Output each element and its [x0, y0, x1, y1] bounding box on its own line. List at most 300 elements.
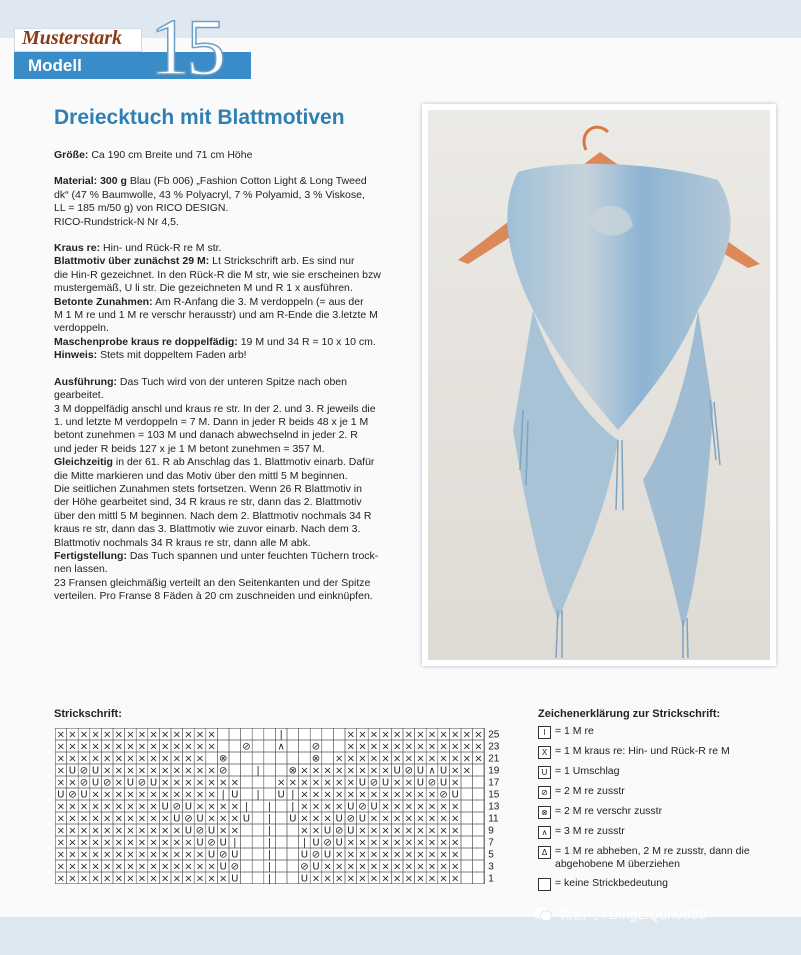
chart-symbol: × [439, 873, 448, 884]
legend-item [538, 725, 778, 739]
chart-symbol: × [172, 777, 181, 789]
chart-symbol: × [184, 861, 193, 873]
chart-symbol: × [56, 753, 65, 765]
chart-symbol: U [312, 837, 320, 849]
chart-symbol: × [427, 837, 437, 849]
chart-symbol: × [207, 741, 216, 753]
chart-symbol: × [149, 849, 158, 861]
chart-symbol: ⊘ [137, 777, 147, 789]
chart-symbol: × [126, 729, 135, 741]
maschenprobe-paragraph [54, 336, 419, 349]
chart-symbol: × [393, 825, 402, 837]
chart-symbol: × [68, 813, 77, 825]
chart-symbol: × [56, 825, 65, 837]
chart-symbol: × [184, 789, 193, 801]
chart-symbol: × [393, 849, 402, 861]
gleichzeitig-line: kraus re str, dann das 3. Blattmotiv wie zuvor einarb. Nach dem 3. [54, 523, 361, 536]
chart-symbol: × [277, 777, 286, 789]
chart-symbol: × [172, 741, 181, 753]
chart-symbol: × [451, 837, 460, 849]
chart-symbol: × [126, 741, 135, 753]
chart-symbol: × [381, 741, 390, 753]
chart-symbol: × [346, 837, 355, 849]
chart-symbol: × [416, 861, 425, 873]
chart-symbol: × [369, 849, 379, 861]
chart-symbol: × [195, 753, 205, 765]
chart-symbol: | [267, 849, 272, 861]
chart-symbol: × [126, 861, 135, 873]
chart-symbol: × [79, 849, 89, 861]
chart-symbol: × [416, 813, 425, 825]
kraus-label: Kraus re: [54, 242, 101, 255]
chart-symbol: U [381, 777, 390, 789]
symbol-knit-icon: I [538, 726, 551, 739]
chart-symbol: U [161, 801, 169, 813]
chart-symbol: × [462, 741, 471, 753]
chart-symbol: | [221, 789, 225, 801]
chart-symbol: × [184, 873, 193, 884]
blattmotiv-line: die Hin-R gezeichnet. In den Rück-R die M str, wie sie erscheinen bzw [54, 268, 381, 281]
chart-symbol: × [149, 765, 158, 777]
chart-symbol: × [393, 837, 402, 849]
chart-symbol: × [172, 861, 181, 873]
chart-symbol: × [300, 777, 309, 789]
chart-symbol: × [149, 753, 158, 765]
chart-symbol: U [184, 801, 193, 813]
chart-symbol: × [358, 729, 367, 741]
chart-symbol: U [231, 849, 239, 861]
chart-symbol: × [91, 837, 100, 849]
chart-symbol: × [381, 837, 390, 849]
chart-symbol: × [404, 873, 413, 884]
chart-symbol: × [195, 849, 205, 861]
chart-symbol: × [404, 789, 413, 801]
zunahmen-line: M 1 M re und 1 M re verschr herausstr) und am R-Ende die 3.letzte M [54, 309, 378, 322]
chart-symbol: × [103, 729, 112, 741]
fertigstellung-line: 23 Fransen gleichmäßig verteilt an den Seitenkanten und der Spitze [54, 576, 371, 589]
chart-symbol: × [346, 741, 355, 753]
chart-symbol: × [393, 873, 402, 884]
chart-symbol: × [311, 789, 321, 801]
chart-symbol: | [256, 789, 260, 801]
chart-symbol: × [369, 861, 379, 873]
chart-symbol: × [68, 753, 77, 765]
chart-symbol: × [161, 849, 170, 861]
chart-symbol: ⊘ [79, 765, 89, 777]
kraus-paragraph [54, 242, 419, 255]
chart-symbol: × [126, 825, 135, 837]
chart-symbol: × [323, 777, 332, 789]
chart-symbol: × [451, 825, 460, 837]
legend-text: = 1 Umschlag [555, 765, 620, 777]
chart-symbol: × [68, 741, 77, 753]
chart-row-label: 23 [488, 741, 500, 753]
chart-symbol: U [370, 801, 378, 813]
chart-symbol: × [358, 765, 367, 777]
chart-symbol: × [137, 849, 147, 861]
chart-symbol: U [323, 849, 332, 861]
chart-symbol: × [149, 837, 158, 849]
material-line: dk“ (47 % Baumwolle, 43 % Polyacryl, 7 % Polyamid, 3 % Viskose, [54, 188, 365, 201]
chart-symbol: × [184, 849, 193, 861]
chart-symbol: × [358, 861, 367, 873]
ausfuehrung-line: 1. und letzte M verdoppeln = 7 M. Dann in jeder R beids 48 x je 1 M [54, 415, 369, 428]
chart-symbol: × [474, 741, 483, 753]
chart-row-label: 3 [488, 861, 494, 873]
chart-symbol: × [103, 801, 112, 813]
legend-item [538, 765, 778, 779]
chart-symbol: × [114, 837, 123, 849]
chart-symbol: × [91, 873, 100, 884]
chart-symbol: × [137, 873, 147, 884]
chart-symbol: × [114, 765, 123, 777]
symbol-garter-icon: X [538, 746, 551, 759]
chart-symbol: × [79, 825, 89, 837]
chart-symbol: × [311, 873, 321, 884]
chart-symbol: × [207, 765, 216, 777]
knitting-chart [55, 728, 517, 884]
chart-symbol: × [161, 789, 170, 801]
chart-symbol: × [335, 861, 344, 873]
chart-row-label: 19 [488, 765, 500, 777]
gleichzeitig-label: Gleichzeitig [54, 456, 113, 469]
fertigstellung-paragraph [54, 550, 419, 604]
chart-symbol: ⊘ [335, 825, 344, 837]
chart-symbol: × [79, 753, 89, 765]
chart-symbol: × [404, 801, 413, 813]
chart-symbol: × [207, 873, 216, 884]
chart-symbol: × [172, 873, 181, 884]
chart-symbol: | [244, 801, 249, 813]
chart-symbol: × [346, 873, 355, 884]
size-label: Größe: [54, 149, 89, 161]
chart-row-label: 11 [488, 813, 499, 825]
chart-symbol: U [196, 813, 204, 825]
chart-symbol: × [416, 801, 425, 813]
chart-symbol: × [427, 873, 437, 884]
chart-symbol: U [347, 801, 355, 813]
legend-text: = 2 M re verschr zusstr [555, 805, 663, 817]
chart-symbol: U [439, 765, 448, 777]
chart-symbol: × [103, 741, 112, 753]
chart-symbol: × [56, 741, 65, 753]
chart-symbol: | [279, 729, 283, 741]
chart-symbol: × [103, 813, 112, 825]
chart-symbol: | [267, 801, 272, 813]
legend-text: = 1 M kraus re: Hin- und Rück-R re M [555, 745, 730, 757]
chart-title: Strickschrift: [54, 708, 122, 720]
chart-symbol: × [79, 861, 89, 873]
chart-symbol: × [381, 753, 390, 765]
chart-symbol: | [256, 765, 260, 777]
chart-symbol: × [439, 861, 448, 873]
chart-symbol: U [393, 765, 401, 777]
chart-symbol: × [137, 837, 147, 849]
chart-symbol: × [172, 789, 181, 801]
fertigstellung-line: verteilen. Pro Franse 8 Fäden à 20 cm zuschneiden und einknüpfen. [54, 590, 373, 603]
chart-symbol: × [161, 729, 170, 741]
chart-symbol: ⊘ [311, 849, 321, 861]
fertigstellung-label: Fertigstellung: [54, 549, 127, 562]
chart-symbol: × [91, 813, 100, 825]
chart-symbol: | [291, 801, 295, 813]
chart-symbol: × [230, 813, 239, 825]
chart-symbol: × [393, 729, 402, 741]
chart-symbol: × [195, 741, 205, 753]
chart-symbol: × [56, 813, 65, 825]
chart-symbol: × [68, 825, 77, 837]
chart-symbol: × [358, 873, 367, 884]
zunahmen-paragraph [54, 296, 419, 336]
chart-symbol: × [451, 873, 460, 884]
chart-symbol: ⊘ [346, 813, 355, 825]
chart-symbol: × [393, 789, 402, 801]
chart-row-label: 9 [488, 825, 494, 837]
chart-symbol: × [369, 753, 379, 765]
chart-symbol: × [103, 825, 112, 837]
chart-symbol: × [311, 825, 321, 837]
chart-symbol: × [137, 729, 147, 741]
chart-symbol: × [137, 861, 147, 873]
material-line: LL = 185 m/50 g) von RICO DESIGN. [54, 202, 229, 215]
gleichzeitig-line: die Mitte markieren und das Motiv über den mittl 5 M beginnen. [54, 469, 348, 482]
chart-symbol: × [68, 729, 77, 741]
symbol-yarnover-icon: U [538, 766, 551, 779]
chart-symbol: × [184, 729, 193, 741]
chart-symbol: × [346, 789, 355, 801]
chart-symbol: × [207, 813, 216, 825]
chart-symbol: × [161, 813, 170, 825]
chart-symbol: × [230, 801, 239, 813]
chart-symbol: × [149, 729, 158, 741]
chart-symbol: U [451, 789, 459, 801]
page-title: Dreiecktuch mit Blattmotiven [54, 106, 345, 129]
chart-symbol: × [126, 789, 135, 801]
chart-symbol: × [91, 789, 100, 801]
blattmotiv-line: mustergemäß, U li str. Die gezeichneten M und R 1 x ausführen. [54, 282, 353, 295]
chart-symbol: ⊘ [103, 777, 112, 789]
chart-symbol: × [137, 825, 147, 837]
chart-symbol: × [149, 741, 158, 753]
chart-symbol: × [323, 861, 332, 873]
chart-symbol: U [416, 765, 425, 777]
blattmotiv-paragraph [54, 255, 419, 295]
chart-symbol: × [195, 873, 205, 884]
chart-symbol: × [219, 825, 228, 837]
chart-symbol: ⊘ [427, 777, 437, 789]
legend-text: = 1 M re [555, 725, 594, 737]
gleichzeitig-line: der Höhe gearbeitet sind, 34 R kraus re str, dann das 2. Blattmotiv [54, 496, 362, 509]
chart-symbol: × [207, 861, 216, 873]
chart-symbol: × [207, 729, 216, 741]
chart-symbol: × [103, 753, 112, 765]
chart-symbol: × [358, 741, 367, 753]
chart-symbol: × [103, 873, 112, 884]
chart-symbol: × [381, 729, 390, 741]
symbol-no-stitch-icon [538, 878, 551, 891]
chart-symbol: | [267, 813, 272, 825]
fertigstellung-line: Das Tuch spannen und unter feuchten Tüchern trock- [129, 549, 379, 562]
chart-symbol: × [311, 813, 321, 825]
chart-symbol: × [149, 789, 158, 801]
chart-symbol: ⊘ [369, 777, 379, 789]
chart-symbol: × [346, 729, 355, 741]
chart-symbol: × [439, 813, 448, 825]
chart-symbol: ⊘ [79, 777, 89, 789]
chart-symbol: × [172, 849, 181, 861]
chart-symbol: × [451, 813, 460, 825]
chart-symbol: U [173, 813, 181, 825]
chart-symbol: × [416, 825, 425, 837]
chart-symbol: × [68, 801, 77, 813]
chart-symbol: × [126, 753, 135, 765]
chart-symbol: × [358, 837, 367, 849]
chart-symbol: × [416, 873, 425, 884]
chart-symbol: × [335, 777, 344, 789]
chart-symbol: U [231, 873, 239, 884]
ausfuehrung-line: Das Tuch wird von der unteren Spitze nach oben [119, 375, 347, 388]
chart-symbol: × [184, 741, 193, 753]
chart-symbol: × [126, 837, 135, 849]
legend-text: = keine Strickbedeutung [555, 877, 668, 889]
fertigstellung-line: nen lassen. [54, 563, 108, 576]
chart-symbol: × [300, 789, 309, 801]
chart-symbol: × [56, 837, 65, 849]
chart-symbol: × [137, 813, 147, 825]
zunahmen-line: verdoppeln. [54, 322, 109, 335]
chart-symbol: × [149, 861, 158, 873]
chart-symbol: × [416, 837, 425, 849]
chart-symbol: × [404, 813, 413, 825]
maschenprobe-text: 19 M und 34 R = 10 x 10 cm. [240, 335, 376, 348]
material-line: RICO-Rundstrick-N Nr 4,5. [54, 215, 179, 228]
chart-symbol: × [126, 813, 135, 825]
chart-symbol: × [230, 825, 239, 837]
chart-symbol: × [68, 837, 77, 849]
chart-symbol: | [233, 837, 237, 849]
chart-symbol: × [311, 765, 321, 777]
symbol-k2tog-tbl-icon: ⊗ [538, 806, 551, 819]
legend-text: = 3 M re zusstr [555, 825, 625, 837]
shawl-illustration [428, 110, 770, 660]
chart-symbol: × [381, 825, 390, 837]
chart-symbol: ⊘ [219, 765, 228, 777]
chart-symbol: ⊘ [300, 861, 309, 873]
gleichzeitig-paragraph [54, 456, 419, 550]
chart-symbol: × [68, 873, 77, 884]
chart-symbol: × [219, 801, 228, 813]
chart-symbol: × [393, 753, 402, 765]
chart-symbol: × [369, 825, 379, 837]
chart-row-label: 15 [488, 789, 500, 801]
chart-symbol: × [346, 861, 355, 873]
hinweis-text: Stets mit doppeltem Faden arb! [100, 349, 247, 362]
chart-symbol: × [335, 873, 344, 884]
chart-symbol: × [195, 861, 205, 873]
chart-symbol: ⊘ [311, 741, 321, 753]
chart-symbol: × [439, 825, 448, 837]
chart-symbol: × [114, 825, 123, 837]
chart-symbol: U [219, 861, 227, 873]
legend-text: = 1 M re abheben, 2 M re zusstr, dann die abgehobene M überziehen [555, 845, 750, 870]
chart-symbol: × [114, 789, 123, 801]
chart-symbol: U [91, 777, 100, 789]
chart-symbol: × [79, 801, 89, 813]
chart-symbol: × [79, 813, 89, 825]
chart-symbol: × [149, 873, 158, 884]
chart-symbol: × [393, 741, 402, 753]
chart-symbol: × [416, 849, 425, 861]
chart-symbol: × [126, 765, 135, 777]
chart-symbol: × [427, 825, 437, 837]
chart-row-label: 21 [488, 753, 500, 765]
chart-symbol: | [267, 873, 272, 884]
chart-symbol: × [416, 729, 425, 741]
chart-symbol: × [172, 753, 181, 765]
chart-symbol: × [56, 849, 65, 861]
size-text: Ca 190 cm Breite und 71 cm Höhe [91, 149, 253, 161]
chart-symbol: × [68, 777, 77, 789]
chart-symbol: × [161, 825, 170, 837]
chart-symbol: × [126, 873, 135, 884]
chart-symbol: × [91, 753, 100, 765]
gleichzeitig-line: über den mittl 5 M beginnen. Nach dem 2. Blattmotiv nochmals 34 R [54, 509, 372, 522]
chart-symbol: ⊗ [311, 753, 321, 765]
chart-symbol: × [427, 849, 437, 861]
chart-symbol: × [56, 861, 65, 873]
chart-symbol: U [358, 813, 367, 825]
chart-symbol: × [91, 741, 100, 753]
chart-symbol: × [230, 777, 239, 789]
chart-symbol: × [161, 861, 170, 873]
chart-symbol: × [427, 861, 437, 873]
chart-symbol: U [277, 789, 285, 801]
chart-symbol: × [404, 825, 413, 837]
chart-symbol: × [161, 777, 170, 789]
maschenprobe-label: Maschenprobe kraus re doppelfädig: [54, 335, 238, 348]
chart-symbol: × [161, 741, 170, 753]
chart-symbol: U [300, 849, 309, 861]
chart-symbol: × [195, 729, 205, 741]
chart-symbol: × [149, 825, 158, 837]
chart-symbol: U [207, 849, 216, 861]
chart-symbol: × [381, 849, 390, 861]
legend-item [538, 877, 778, 891]
legend-text: = 2 M re zusstr [555, 785, 625, 797]
chart-symbol: × [451, 741, 460, 753]
chart-symbol: U [323, 825, 332, 837]
chart-symbol: × [137, 765, 147, 777]
chart-symbol: × [404, 729, 413, 741]
size-paragraph [54, 149, 419, 162]
chart-symbol: × [439, 753, 448, 765]
chart-symbol: U [231, 789, 239, 801]
chart-symbol: U [335, 813, 343, 825]
chart-symbol: × [462, 729, 471, 741]
chart-symbol: × [149, 813, 158, 825]
chart-symbol: × [103, 837, 112, 849]
chart-symbol: × [219, 777, 228, 789]
chart-row-label: 7 [488, 837, 494, 849]
legend-item [538, 785, 778, 799]
symbol-k2tog-icon: ⊘ [538, 786, 551, 799]
chart-symbol: × [451, 849, 460, 861]
chart-symbol: × [161, 753, 170, 765]
chart-symbol: U [68, 765, 77, 777]
chart-symbol: × [381, 861, 390, 873]
chart-symbol: × [161, 873, 170, 884]
chart-symbol: × [427, 813, 437, 825]
